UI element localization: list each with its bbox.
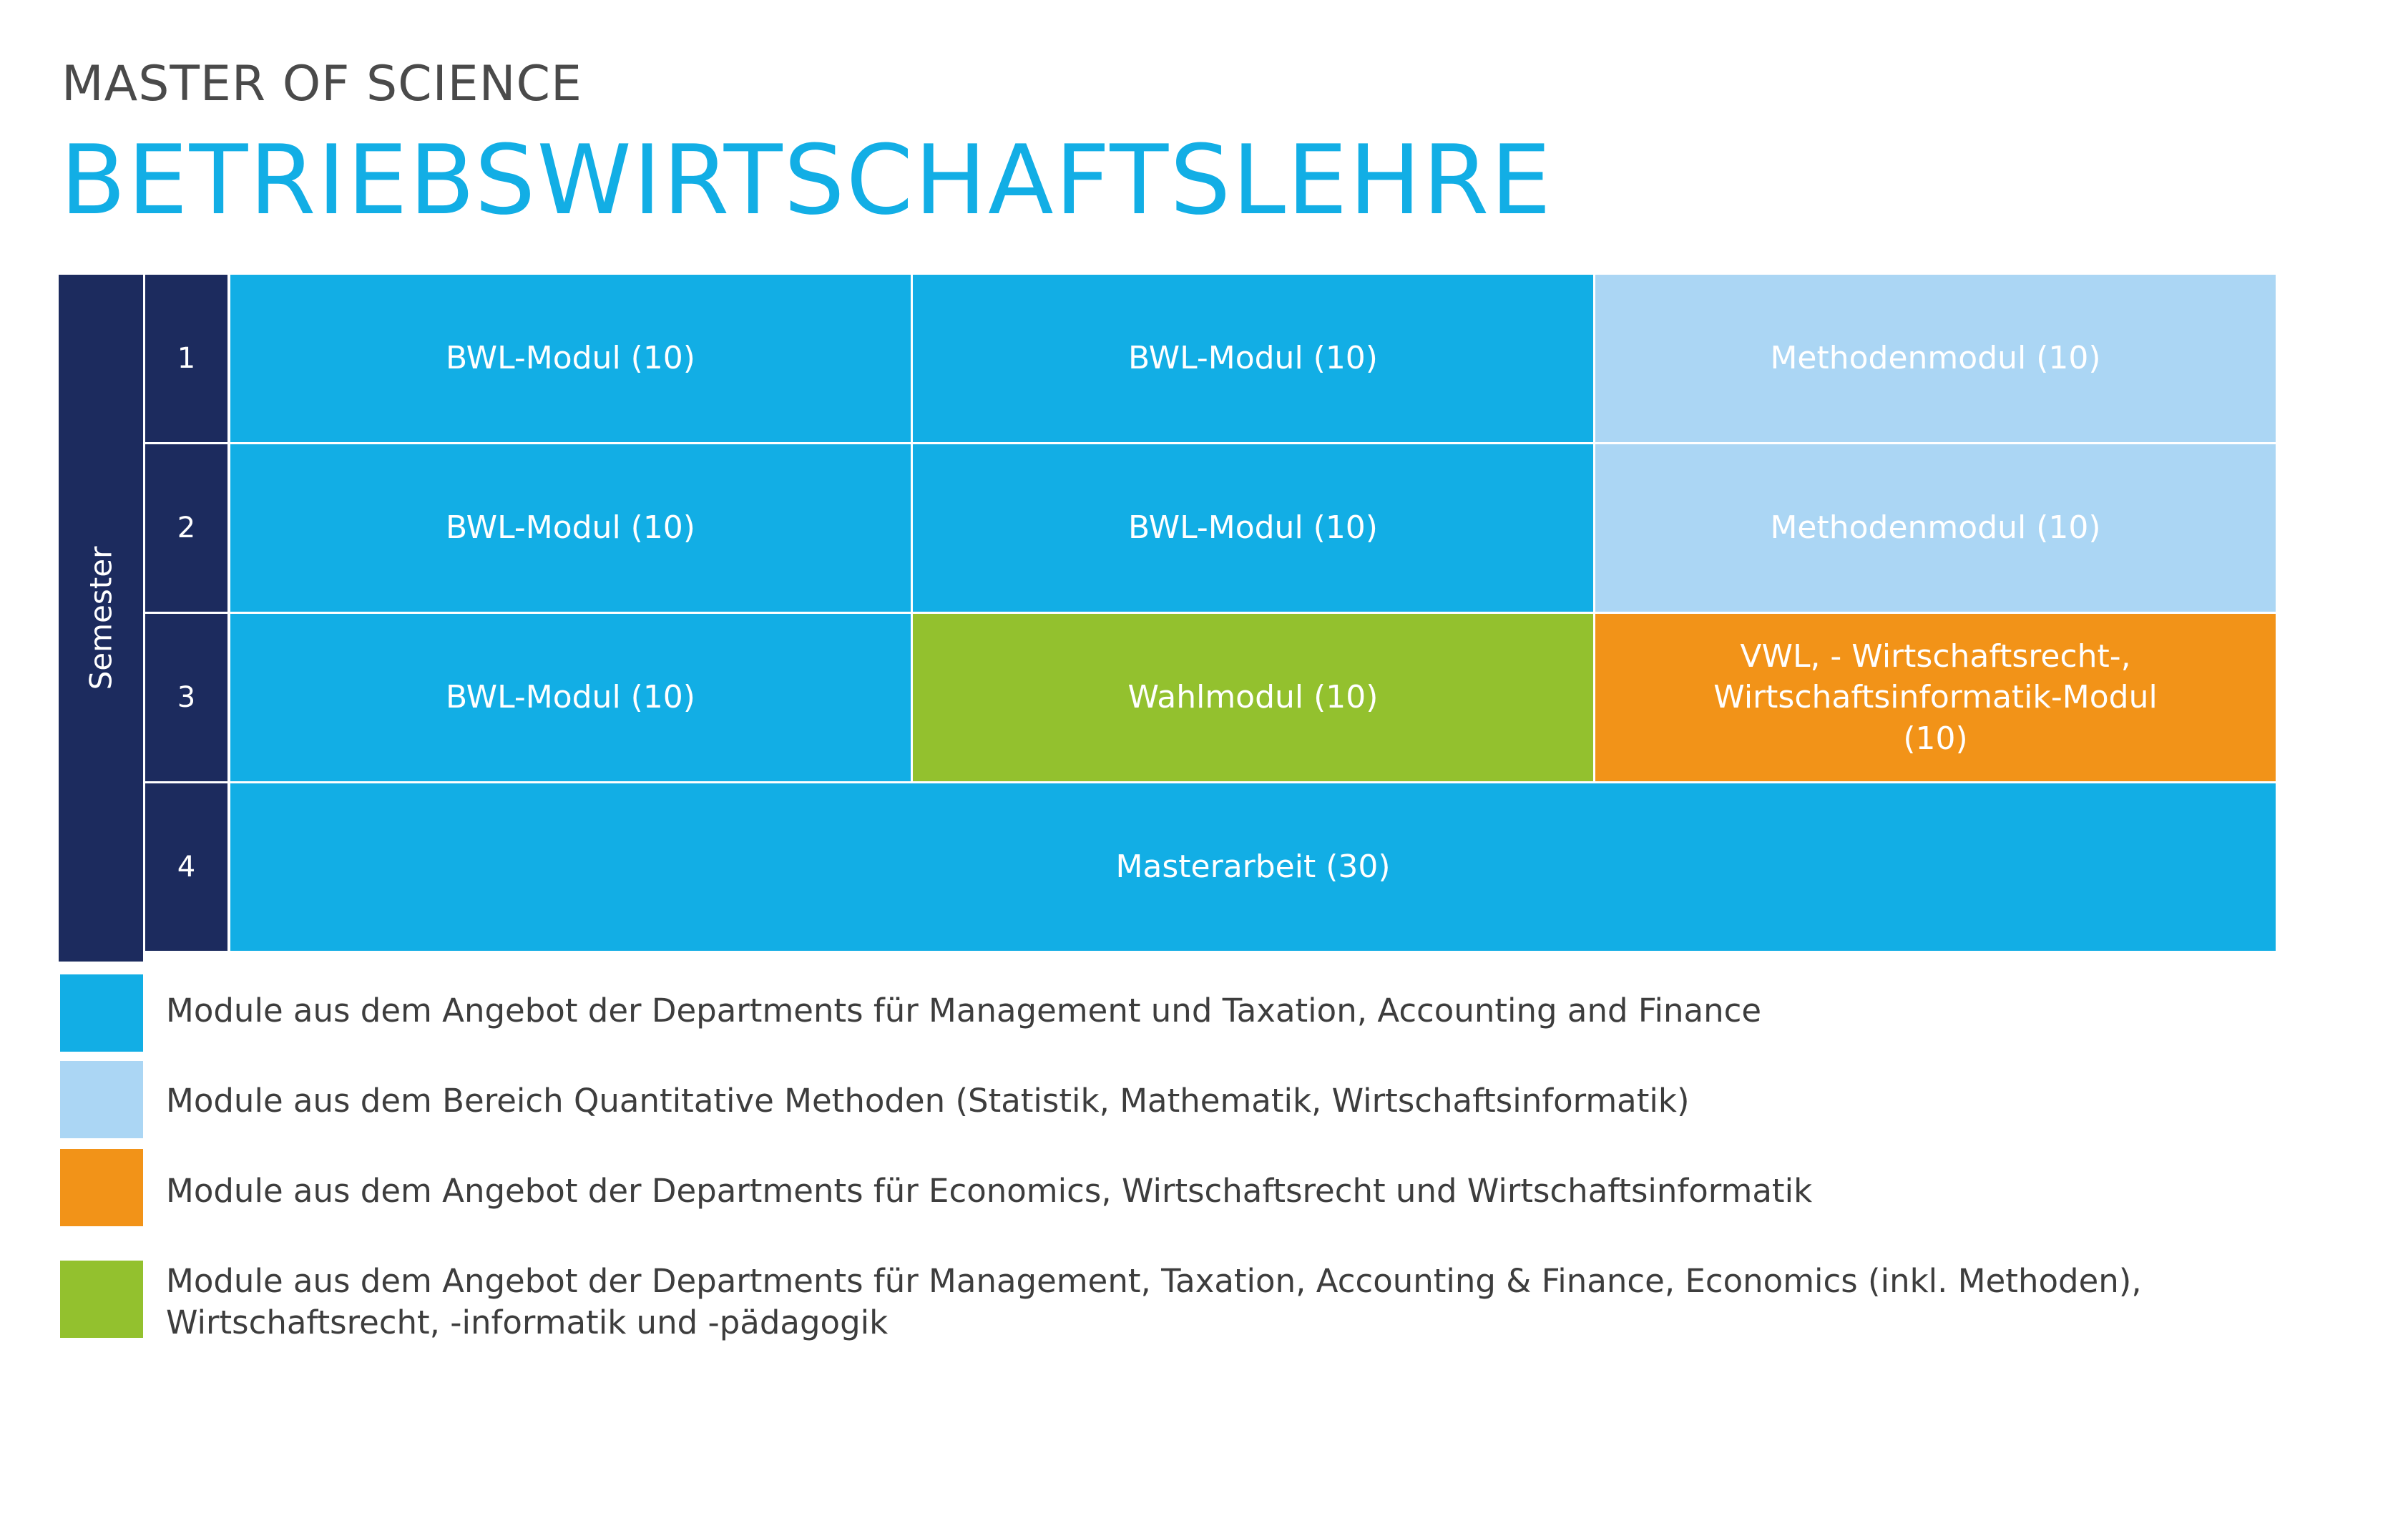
module-cell: BWL-Modul (10): [230, 444, 911, 612]
module-cell: VWL, - Wirtschaftsrecht-, Wirtschaftsinformatik-Modul (10): [1595, 614, 2276, 781]
semester-number-2: 2: [145, 444, 227, 612]
program-title: BETRIEBSWIRTSCHAFTSLEHRE: [60, 124, 1553, 236]
legend-text-orange: Module aus dem Angebot der Departments für Economics, Wirtschaftsrecht und Wirtschaftsinformatik: [166, 1172, 1813, 1210]
program-degree: MASTER OF SCIENCE: [62, 56, 582, 112]
module-cell: BWL-Modul (10): [230, 614, 911, 781]
legend-swatch-blue: [60, 974, 143, 1052]
legend-text-blue: Module aus dem Angebot der Departments für Management und Taxation, Accounting and Finance: [166, 992, 1762, 1030]
semester-axis-text: Semester: [83, 546, 119, 690]
legend-text-green: Module aus dem Angebot der Departments für Management, Taxation, Accounting & Finance, Economics (inkl. Methoden), Wirtschaftsrecht, -informatik und -pädagogik: [166, 1262, 2142, 1341]
legend-swatch-orange: [60, 1149, 143, 1226]
legend-swatch-green: [60, 1261, 143, 1338]
module-cell: Wahlmodul (10): [913, 614, 1593, 781]
module-cell: BWL-Modul (10): [913, 444, 1593, 612]
legend-text-light-blue: Module aus dem Bereich Quantitative Methoden (Statistik, Mathematik, Wirtschaftsinformatik): [166, 1082, 1690, 1120]
semester-axis-label: [59, 275, 143, 962]
thesis-cell: Masterarbeit (30): [230, 783, 2276, 951]
legend-swatch-light-blue: [60, 1061, 143, 1138]
module-cell: BWL-Modul (10): [913, 275, 1593, 442]
semester-number-3: 3: [145, 614, 227, 781]
semester-number-4: 4: [145, 783, 227, 951]
module-cell: Methodenmodul (10): [1595, 275, 2276, 442]
semester-number-1: 1: [145, 275, 227, 442]
module-cell: Methodenmodul (10): [1595, 444, 2276, 612]
module-cell: BWL-Modul (10): [230, 275, 911, 442]
